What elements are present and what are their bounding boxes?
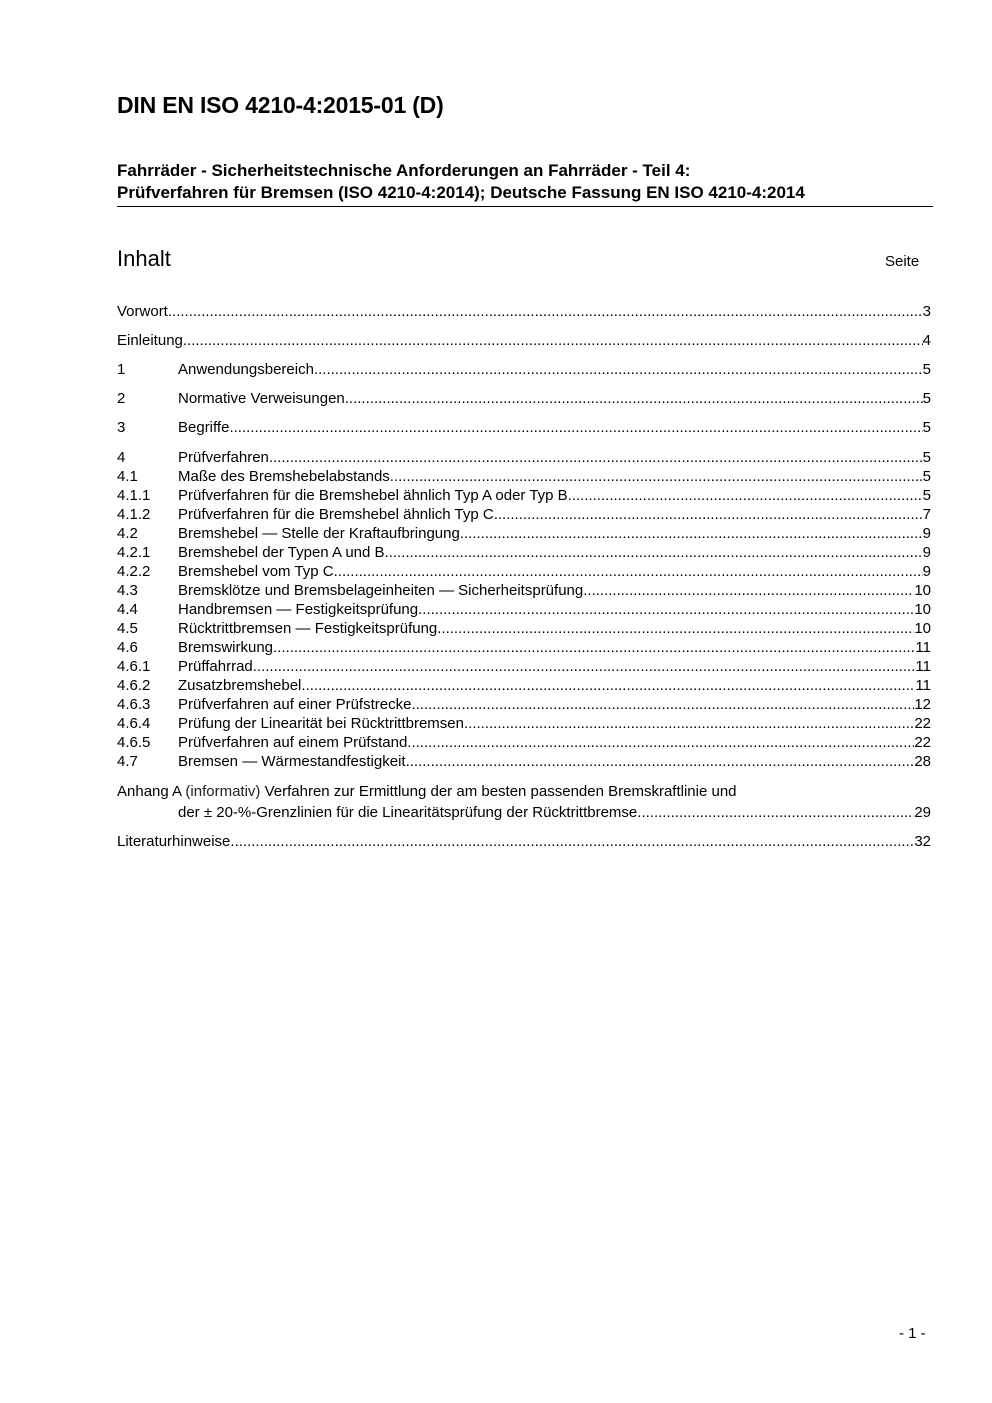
leader-dots — [568, 486, 923, 505]
leader-dots — [437, 619, 914, 638]
toc-entry-page: 22 — [914, 715, 931, 732]
toc-entry-page: 11 — [915, 639, 931, 656]
leader-dots — [583, 581, 914, 600]
toc-entry[interactable] — [117, 714, 931, 733]
toc-entry-page: 7 — [922, 506, 931, 523]
leader-dots — [301, 676, 915, 695]
toc-entry-number: 3 — [117, 419, 126, 436]
toc-entry[interactable] — [117, 695, 931, 714]
leader-dots — [314, 360, 923, 379]
toc-entry-page: 5 — [922, 449, 931, 466]
toc-entry-title: Bremswirkung — [178, 639, 274, 656]
leader-dots — [253, 657, 916, 676]
toc-entry-page: 22 — [914, 734, 931, 751]
toc-entry-page: 9 — [922, 563, 931, 580]
toc-entry[interactable] — [117, 752, 931, 771]
toc-entry[interactable] — [117, 600, 931, 619]
toc-entry-number: 4.7 — [117, 753, 138, 770]
leader-dots — [407, 733, 914, 752]
toc-entry-title: Prüfverfahren auf einem Prüfstand — [178, 734, 408, 751]
toc-entry-number: 4.6.2 — [117, 677, 151, 694]
toc-entry[interactable] — [117, 657, 931, 676]
toc-entry-page: 9 — [922, 525, 931, 542]
toc-entry[interactable] — [117, 733, 931, 752]
toc-entry-number: 1 — [117, 361, 126, 378]
toc-entry-page: 4 — [922, 332, 931, 349]
leader-dots — [229, 418, 922, 437]
annex-info: (informativ) — [185, 783, 261, 800]
toc-entry-title: Begriffe — [178, 419, 230, 436]
toc-entry[interactable] — [117, 638, 931, 657]
toc-entry[interactable] — [117, 581, 931, 600]
toc-entry[interactable] — [117, 418, 931, 437]
toc-entry-title: Prüfung der Linearität bei Rücktrittbremsen — [178, 715, 464, 732]
toc-entry-page: 10 — [914, 601, 931, 618]
leader-dots — [411, 695, 914, 714]
toc-entry[interactable] — [117, 302, 931, 321]
toc-entry-title: Einleitung — [117, 332, 183, 349]
leader-dots — [418, 600, 914, 619]
toc-entry[interactable] — [117, 543, 931, 562]
toc-entry-title: Bremshebel — Stelle der Kraftaufbringung — [178, 525, 460, 542]
leader-dots — [464, 714, 914, 733]
toc-entry-number: 4 — [117, 449, 126, 466]
toc-entry-number: 4.3 — [117, 582, 138, 599]
toc-entry-number: 4.4 — [117, 601, 138, 618]
toc-entry-title: Zusatzbremshebel — [178, 677, 302, 694]
toc-entry-page: 3 — [922, 303, 931, 320]
toc-entry-number: 4.2 — [117, 525, 138, 542]
toc-entry-title: Handbremsen — Festigkeitsprüfung — [178, 601, 419, 618]
toc-entry[interactable] — [117, 524, 931, 543]
toc-entry[interactable] — [117, 486, 931, 505]
toc-entry-number: 4.6.4 — [117, 715, 151, 732]
toc-entry-number: 4.1.1 — [117, 487, 151, 504]
toc-entry-number: 4.2.2 — [117, 563, 151, 580]
toc-entry-bibliography[interactable] — [117, 832, 931, 851]
toc-entry-title: Prüfverfahren für die Bremshebel ähnlich Typ C — [178, 506, 494, 523]
toc-entry-title: Bremsklötze und Bremsbelageinheiten — Sicherheitsprüfung — [178, 582, 584, 599]
annex-page: 29 — [914, 804, 931, 821]
toc-entry-page: 10 — [914, 620, 931, 637]
page-number: - 1 - — [899, 1325, 926, 1342]
toc-entry-number: 4.2.1 — [117, 544, 151, 561]
toc-entry-number: 4.6.3 — [117, 696, 151, 713]
toc-entry[interactable] — [117, 331, 931, 350]
toc-entry-number: 4.1.2 — [117, 506, 151, 523]
toc-entry-title: Normative Verweisungen — [178, 390, 345, 407]
leader-dots — [637, 803, 914, 822]
toc-entry[interactable] — [117, 676, 931, 695]
toc-entry-page: 5 — [922, 390, 931, 407]
toc-entry-title: Vorwort — [117, 303, 168, 320]
leader-dots — [168, 302, 923, 321]
toc-entry-page: 11 — [915, 677, 931, 694]
toc-entry-page: 5 — [922, 361, 931, 378]
toc-entry-page: 5 — [922, 487, 931, 504]
toc-entry-number: 4.1 — [117, 468, 138, 485]
leader-dots — [406, 752, 915, 771]
toc-entry-title: Prüffahrrad — [178, 658, 253, 675]
annex-entry-continuation[interactable] — [178, 803, 931, 822]
toc-entry-page: 32 — [914, 833, 931, 850]
toc-entry[interactable] — [117, 505, 931, 524]
toc-entry-page: 10 — [914, 582, 931, 599]
toc-heading: Inhalt — [117, 246, 171, 271]
annex-label: Anhang A — [117, 783, 182, 800]
toc-entry-title: Bremshebel der Typen A und B — [178, 544, 385, 561]
document-subtitle — [117, 160, 933, 207]
leader-dots — [390, 467, 923, 486]
toc-entry[interactable] — [117, 389, 931, 408]
leader-dots — [345, 389, 923, 408]
toc-entry-page: 5 — [922, 419, 931, 436]
toc-entry-title: Literaturhinweise — [117, 833, 231, 850]
toc-entry[interactable] — [117, 619, 931, 638]
leader-dots — [460, 524, 923, 543]
toc-entry[interactable] — [117, 360, 931, 379]
subtitle-line-2: Prüfverfahren für Bremsen (ISO 4210-4:2014); Deutsche Fassung EN ISO 4210-4:2014 — [117, 183, 805, 202]
annex-title-line-2: der ± 20-%-Grenzlinien für die Linearitätsprüfung der Rücktrittbremse — [178, 804, 638, 821]
toc-entry-page: 28 — [914, 753, 931, 770]
subtitle-line-1: Fahrräder - Sicherheitstechnische Anforderungen an Fahrräder - Teil 4: — [117, 161, 691, 180]
toc-entry-number: 4.6.1 — [117, 658, 151, 675]
toc-entry[interactable] — [117, 448, 931, 467]
toc-entry-title: Prüfverfahren für die Bremshebel ähnlich Typ A oder Typ B — [178, 487, 568, 504]
toc-entry-number: 2 — [117, 390, 126, 407]
toc-entry[interactable] — [117, 562, 931, 581]
toc-entry-title: Prüfverfahren — [178, 449, 269, 466]
toc-entry-page: 11 — [915, 658, 931, 675]
toc-entry-number: 4.6 — [117, 639, 138, 656]
toc-entry-number: 4.5 — [117, 620, 138, 637]
page-column-label: Seite — [885, 253, 920, 270]
toc-entry-title: Bremsen — Wärmestandfestigkeit — [178, 753, 406, 770]
leader-dots — [334, 562, 923, 581]
toc-entry-title: Maße des Bremshebelabstands — [178, 468, 390, 485]
annex-entry[interactable] — [117, 782, 931, 801]
toc-entry-page: 12 — [914, 696, 931, 713]
annex-title-line-1: Verfahren zur Ermittlung der am besten passenden Bremskraftlinie und — [264, 783, 737, 800]
toc-entry-page: 9 — [922, 544, 931, 561]
toc-entry-title: Bremshebel vom Typ C — [178, 563, 334, 580]
leader-dots — [230, 832, 914, 851]
leader-dots — [385, 543, 923, 562]
leader-dots — [273, 638, 915, 657]
toc-entry-page: 5 — [922, 468, 931, 485]
leader-dots — [183, 331, 923, 350]
document-title: DIN EN ISO 4210-4:2015-01 (D) — [117, 92, 444, 118]
toc-entry-title: Rücktrittbremsen — Festigkeitsprüfung — [178, 620, 438, 637]
toc-entry-number: 4.6.5 — [117, 734, 151, 751]
leader-dots — [494, 505, 923, 524]
toc-entry-title: Prüfverfahren auf einer Prüfstrecke — [178, 696, 412, 713]
leader-dots — [269, 448, 923, 467]
toc-entry[interactable] — [117, 467, 931, 486]
toc-entry-title: Anwendungsbereich — [178, 361, 314, 378]
